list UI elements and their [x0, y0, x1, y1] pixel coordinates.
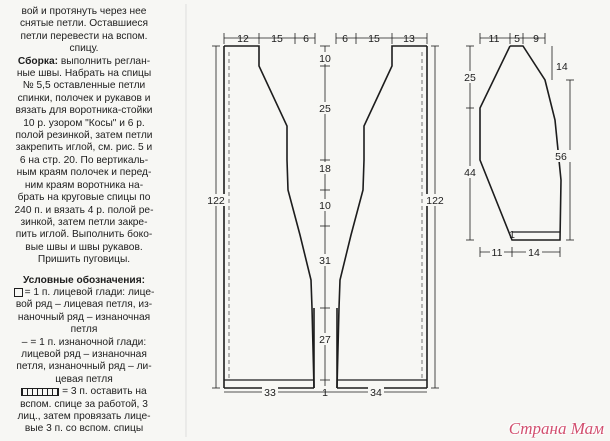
legend-knit-line: наночный ряд – изнаночная	[17, 311, 151, 323]
sleeve-outline	[480, 46, 561, 240]
left-front-outline	[224, 46, 314, 388]
intro-line: петли перевести на вспом.	[20, 30, 148, 42]
sleeve-left-dim: 25	[464, 72, 476, 84]
sleeve-bottom-dim: 11	[491, 247, 503, 259]
assembly-line: ным краям полочек и перед-	[16, 167, 152, 179]
legend-purl-line: петля, изнаночный ряд – ли-	[16, 361, 152, 373]
assembly-line: 10 р. узором "Косы" и 6 р.	[23, 117, 145, 129]
assembly-line: 240 п. и вязать 4 р. полой ре-	[14, 204, 154, 216]
legend-purl-text: = 1 п. изнаночной глади:	[30, 336, 147, 348]
legend-cable-line: вспом. спице за работой, 3	[20, 398, 148, 410]
right-height-dim: 122	[426, 195, 444, 207]
watermark-logo: Страна Мам	[508, 419, 604, 438]
assembly-line: ним краям воротника на-	[24, 179, 144, 191]
legend-purl-line: цевая петля	[55, 373, 113, 385]
assembly-line: полой резинкой, затем петли	[15, 130, 153, 142]
assembly-line: вые швы и швы рукавов.	[25, 241, 143, 253]
sleeve-left-dim: 44	[464, 167, 476, 179]
legend-cable-line: вые 3 п. со вспом. спицы	[24, 423, 144, 435]
assembly-line: зинкой, затем петли закре-	[20, 216, 148, 228]
assembly-line: спинки, полочек и рукавов и	[17, 92, 151, 104]
left-height-dim: 122	[207, 195, 225, 207]
right-top-dim: 6	[342, 33, 348, 45]
sleeve-top-dim: 11	[488, 33, 500, 45]
center-dim: 27	[319, 334, 331, 346]
sleeve-right-dim: 14	[556, 61, 568, 73]
sleeve-bottom-dim: 14	[528, 247, 540, 259]
legend-title: Условные обозначения:	[22, 274, 146, 286]
bottom-dim: 34	[370, 387, 382, 399]
sleeve-right-dim: 56	[555, 151, 567, 163]
purl-symbol-icon: –	[21, 336, 28, 348]
left-top-dim: 15	[271, 33, 283, 45]
left-top-dim: 6	[303, 33, 309, 45]
center-dim: 31	[319, 255, 331, 267]
assembly-title: Сборка:	[17, 55, 59, 67]
assembly-line: пить иглой. Выполнить боко-	[15, 229, 153, 241]
center-dim: 18	[319, 163, 331, 175]
assembly-line: Пришить пуговицы.	[37, 254, 131, 266]
left-top-dim: 12	[237, 33, 249, 45]
right-top-dim: 15	[368, 33, 380, 45]
assembly-line: № 5,5 оставленные петли	[22, 80, 146, 92]
bottom-dim: 33	[264, 387, 276, 399]
assembly-line: брать на круговые спицы по	[17, 192, 151, 204]
assembly-line: ные швы. Набрать на спицы	[16, 68, 152, 80]
center-dim: 1	[322, 387, 328, 399]
assembly-line: закрепить иглой, см. рис. 5 и	[15, 142, 153, 154]
legend-knit-text: = 1 п. лицевой глади: лице-	[24, 286, 155, 298]
sleeve-top-dim: 5	[514, 33, 520, 45]
right-top-dim: 13	[403, 33, 415, 45]
legend-cable-text: = 3 п. оставить на	[62, 386, 147, 398]
center-dim: 25	[319, 103, 331, 115]
center-dim: 10	[319, 200, 331, 212]
intro-line: вой и протянуть через нее	[21, 6, 147, 17]
legend-knit-line: вой ряд – лицевая петля, из-	[15, 299, 153, 311]
assembly-line: 6 на стр. 20. По вертикаль-	[19, 154, 149, 166]
sleeve-mark: 1	[509, 229, 515, 241]
intro-line: снятые петли. Оставшиеся	[19, 18, 149, 30]
sleeve-top-dim: 9	[533, 33, 539, 45]
legend-knit-line: петля	[70, 324, 98, 336]
right-front-outline	[337, 46, 427, 388]
assembly-line: выполнить реглан-	[60, 55, 151, 67]
assembly-line: вязать для воротника-стойки	[15, 105, 153, 117]
legend-purl-line: лицевой ряд – изнаночная	[21, 348, 147, 360]
center-dim: 10	[319, 53, 331, 65]
intro-line: спицу.	[69, 43, 99, 55]
legend-cable-line: лиц., затем провязать лице-	[17, 411, 151, 422]
